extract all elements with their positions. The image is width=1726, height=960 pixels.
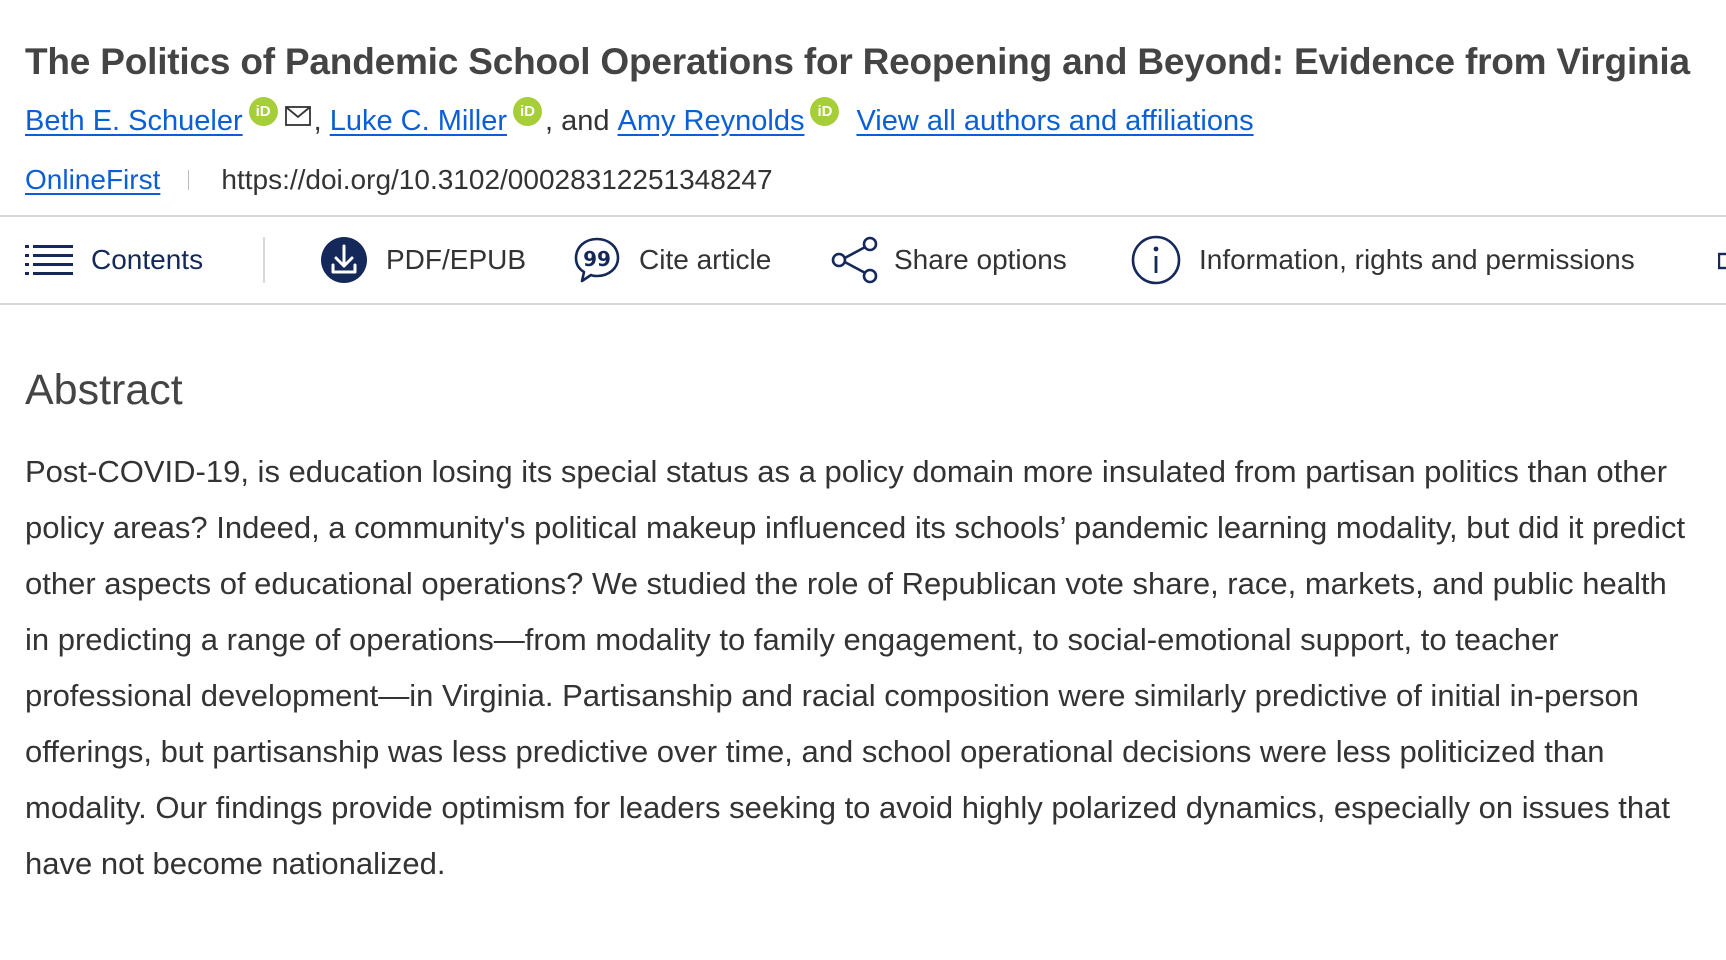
view-all-authors-link[interactable]: View all authors and affiliations: [856, 105, 1254, 137]
article-toolbar: [0, 215, 1726, 305]
author-link-reynolds[interactable]: Amy Reynolds: [617, 105, 805, 137]
information-rights-button[interactable]: [1131, 217, 1635, 303]
svg-text:99: 99: [583, 247, 611, 271]
quote-icon: [573, 236, 621, 284]
article-title: The Politics of Pandemic School Operations for Reopening and Beyond: Evidence from Virginia: [25, 40, 1690, 82]
abstract-heading: Abstract: [25, 366, 183, 414]
article-meta: [25, 157, 773, 203]
online-first-link[interactable]: OnlineFirst: [25, 164, 161, 195]
contents-label: Contents: [91, 244, 204, 275]
author-separator: ,: [313, 105, 322, 137]
author-separator: , and: [544, 105, 610, 137]
contents-button[interactable]: [25, 217, 203, 303]
share-icon: [830, 235, 880, 285]
toolbar-divider: [263, 237, 265, 283]
pdf-epub-button[interactable]: [320, 217, 526, 303]
orcid-icon[interactable]: iD: [249, 97, 278, 126]
author-link-miller[interactable]: Luke C. Miller: [329, 105, 507, 137]
author-link-schueler[interactable]: Beth E. Schueler: [25, 105, 243, 137]
mail-icon[interactable]: [285, 92, 311, 142]
share-options-button[interactable]: [830, 217, 1067, 303]
cite-article-button[interactable]: [573, 217, 771, 303]
download-icon: [320, 236, 368, 284]
share-options-label: Share options: [894, 244, 1067, 275]
orcid-icon[interactable]: iD: [513, 97, 542, 126]
pdf-epub-label: PDF/EPUB: [386, 244, 527, 275]
orcid-icon[interactable]: iD: [810, 97, 839, 126]
list-icon: [25, 243, 73, 277]
information-rights-label: Information, rights and permissions: [1199, 244, 1635, 275]
info-icon: [1131, 235, 1181, 285]
author-list: [25, 96, 1254, 146]
abstract-body: Post-COVID-19, is education losing its special status as a policy domain more insulated from partisan politics than other policy areas? Indeed, a community's political makeup influenced its schools’ pandemic learning modality, but did it predict other aspects of educational operations? We studied the role of Republican vote share, race, markets, and public health in predicting a range of operations—from modality to family engagement, to social-emotional support, to teacher professional development—in Virginia. Partisanship and racial composition were similarly predictive of initial in-person offerings, but partisanship was less predictive over time, and school operational decisions were less politicized than modality. Our findings provide optimism for leaders seeking to avoid highly polarized dynamics, especially on issues that have not become nationalized.: [25, 454, 1686, 881]
doi-text: https://doi.org/10.3102/00028312251348247: [221, 164, 773, 195]
cite-article-label: Cite article: [639, 244, 772, 275]
meta-divider: [188, 170, 189, 190]
toolbar-overflow-item[interactable]: [1718, 217, 1726, 303]
